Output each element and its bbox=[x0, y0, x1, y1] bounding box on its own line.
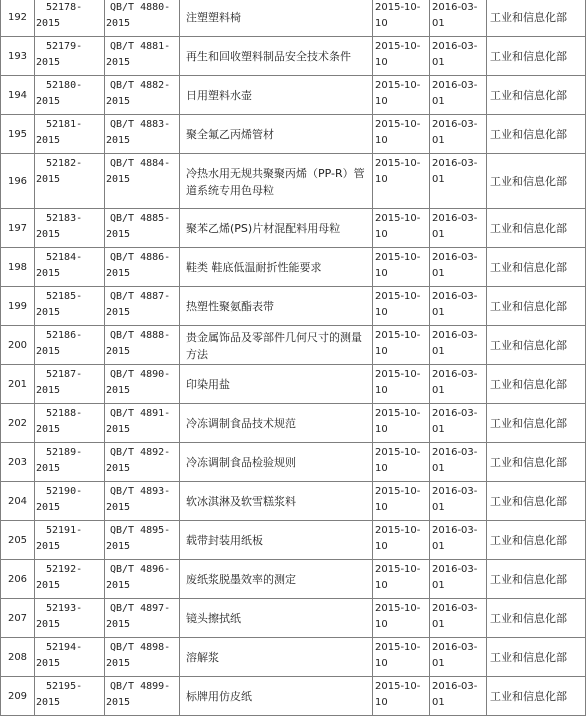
standard-name-cell: 热塑性聚氨酯表带 bbox=[180, 287, 373, 326]
issue-line-2: 10 bbox=[375, 18, 388, 29]
table-body bbox=[1, 0, 586, 716]
row-number-cell: 195 bbox=[1, 115, 35, 154]
std-line-1: QB/T 4885- bbox=[110, 213, 171, 224]
effective-date-cell bbox=[430, 0, 487, 37]
department-cell: 工业和信息化部 bbox=[487, 638, 586, 677]
code-line-2: 2015 bbox=[36, 502, 61, 513]
row-number-cell: 204 bbox=[1, 482, 35, 521]
standard-name-cell: 注塑塑料椅 bbox=[180, 0, 373, 37]
record-code-cell bbox=[35, 248, 105, 287]
effective-date-cell bbox=[430, 287, 487, 326]
standard-name-cell: 冷冻调制食品检验规则 bbox=[180, 443, 373, 482]
table-row bbox=[1, 154, 586, 209]
department-cell: 工业和信息化部 bbox=[487, 287, 586, 326]
table-row bbox=[1, 115, 586, 154]
std-line-2: 2015 bbox=[106, 174, 131, 185]
record-code-cell bbox=[35, 560, 105, 599]
code-line-2: 2015 bbox=[36, 18, 61, 29]
std-line-2: 2015 bbox=[106, 229, 131, 240]
issue-date-cell bbox=[373, 521, 430, 560]
issue-date-cell bbox=[373, 37, 430, 76]
department-cell: 工业和信息化部 bbox=[487, 37, 586, 76]
department-cell: 工业和信息化部 bbox=[487, 154, 586, 209]
std-line-2: 2015 bbox=[106, 96, 131, 107]
effect-line-1: 2016-03- bbox=[432, 2, 478, 13]
standard-name-cell: 聚全氟乙丙烯管材 bbox=[180, 115, 373, 154]
issue-line-2: 10 bbox=[375, 346, 388, 357]
issue-date-cell bbox=[373, 209, 430, 248]
record-code-cell bbox=[35, 287, 105, 326]
record-code-cell bbox=[35, 76, 105, 115]
table-row bbox=[1, 482, 586, 521]
code-line-2: 2015 bbox=[36, 658, 61, 669]
row-number-cell: 196 bbox=[1, 154, 35, 209]
effect-line-2: 01 bbox=[432, 96, 445, 107]
standard-number-cell bbox=[105, 76, 180, 115]
row-number-cell: 202 bbox=[1, 404, 35, 443]
issue-date-cell bbox=[373, 115, 430, 154]
issue-line-2: 10 bbox=[375, 580, 388, 591]
issue-line-2: 10 bbox=[375, 135, 388, 146]
code-line-2: 2015 bbox=[36, 385, 61, 396]
std-line-1: QB/T 4897- bbox=[110, 603, 171, 614]
table-row bbox=[1, 521, 586, 560]
standard-number-cell bbox=[105, 37, 180, 76]
record-code-cell bbox=[35, 599, 105, 638]
issue-line-2: 10 bbox=[375, 463, 388, 474]
issue-date-cell bbox=[373, 677, 430, 716]
issue-line-1: 2015-10- bbox=[375, 330, 421, 341]
effective-date-cell bbox=[430, 677, 487, 716]
issue-line-1: 2015-10- bbox=[375, 369, 421, 380]
table-row bbox=[1, 248, 586, 287]
std-line-2: 2015 bbox=[106, 658, 131, 669]
department-cell: 工业和信息化部 bbox=[487, 209, 586, 248]
code-line-2: 2015 bbox=[36, 424, 61, 435]
department-cell: 工业和信息化部 bbox=[487, 248, 586, 287]
std-line-1: QB/T 4891- bbox=[110, 408, 171, 419]
row-number-cell: 201 bbox=[1, 365, 35, 404]
effect-line-2: 01 bbox=[432, 57, 445, 68]
department-cell: 工业和信息化部 bbox=[487, 560, 586, 599]
effective-date-cell bbox=[430, 443, 487, 482]
standard-number-cell bbox=[105, 0, 180, 37]
standard-number-cell bbox=[105, 287, 180, 326]
row-number-cell: 200 bbox=[1, 326, 35, 365]
effect-line-2: 01 bbox=[432, 658, 445, 669]
standard-name-cell: 鞋类 鞋底低温耐折性能要求 bbox=[180, 248, 373, 287]
issue-line-1: 2015-10- bbox=[375, 291, 421, 302]
department-cell: 工业和信息化部 bbox=[487, 443, 586, 482]
code-line-1: 52186- bbox=[46, 330, 83, 341]
table-row bbox=[1, 638, 586, 677]
issue-line-2: 10 bbox=[375, 96, 388, 107]
std-line-1: QB/T 4884- bbox=[110, 158, 171, 169]
table-row bbox=[1, 326, 586, 365]
department-cell: 工业和信息化部 bbox=[487, 404, 586, 443]
std-line-1: QB/T 4899- bbox=[110, 681, 171, 692]
standard-name-cell: 聚苯乙烯(PS)片材混配料用母粒 bbox=[180, 209, 373, 248]
code-line-1: 52190- bbox=[46, 486, 83, 497]
issue-date-cell bbox=[373, 0, 430, 37]
table-row bbox=[1, 209, 586, 248]
issue-date-cell bbox=[373, 560, 430, 599]
record-code-cell bbox=[35, 209, 105, 248]
row-number-cell: 199 bbox=[1, 287, 35, 326]
code-line-1: 52193- bbox=[46, 603, 83, 614]
effect-line-2: 01 bbox=[432, 18, 445, 29]
row-number-cell: 197 bbox=[1, 209, 35, 248]
code-line-2: 2015 bbox=[36, 307, 61, 318]
issue-line-2: 10 bbox=[375, 619, 388, 630]
table-row bbox=[1, 365, 586, 404]
issue-line-1: 2015-10- bbox=[375, 80, 421, 91]
effect-line-1: 2016-03- bbox=[432, 564, 478, 575]
standard-number-cell bbox=[105, 443, 180, 482]
standard-name-cell: 贵金属饰品及零部件几何尺寸的测量方法 bbox=[180, 326, 373, 365]
issue-line-2: 10 bbox=[375, 424, 388, 435]
issue-date-cell bbox=[373, 638, 430, 677]
department-cell: 工业和信息化部 bbox=[487, 482, 586, 521]
standard-name-cell: 镜头擦拭纸 bbox=[180, 599, 373, 638]
standard-name-cell: 溶解浆 bbox=[180, 638, 373, 677]
effect-line-1: 2016-03- bbox=[432, 486, 478, 497]
std-line-1: QB/T 4888- bbox=[110, 330, 171, 341]
record-code-cell bbox=[35, 482, 105, 521]
issue-line-1: 2015-10- bbox=[375, 525, 421, 536]
code-line-1: 52183- bbox=[46, 213, 83, 224]
issue-line-1: 2015-10- bbox=[375, 41, 421, 52]
code-line-2: 2015 bbox=[36, 619, 61, 630]
effect-line-2: 01 bbox=[432, 346, 445, 357]
effect-line-1: 2016-03- bbox=[432, 642, 478, 653]
effect-line-2: 01 bbox=[432, 697, 445, 708]
row-number-cell: 194 bbox=[1, 76, 35, 115]
effect-line-1: 2016-03- bbox=[432, 603, 478, 614]
issue-date-cell bbox=[373, 326, 430, 365]
effect-line-2: 01 bbox=[432, 580, 445, 591]
issue-line-1: 2015-10- bbox=[375, 158, 421, 169]
department-cell: 工业和信息化部 bbox=[487, 76, 586, 115]
record-code-cell bbox=[35, 677, 105, 716]
table-row bbox=[1, 404, 586, 443]
issue-line-2: 10 bbox=[375, 541, 388, 552]
code-line-1: 52181- bbox=[46, 119, 83, 130]
code-line-2: 2015 bbox=[36, 463, 61, 474]
effect-line-1: 2016-03- bbox=[432, 252, 478, 263]
issue-line-1: 2015-10- bbox=[375, 564, 421, 575]
issue-line-2: 10 bbox=[375, 57, 388, 68]
effect-line-1: 2016-03- bbox=[432, 213, 478, 224]
code-line-2: 2015 bbox=[36, 229, 61, 240]
std-line-2: 2015 bbox=[106, 268, 131, 279]
record-code-cell bbox=[35, 37, 105, 76]
issue-date-cell bbox=[373, 287, 430, 326]
standard-number-cell bbox=[105, 365, 180, 404]
standard-name-cell: 日用塑料水壶 bbox=[180, 76, 373, 115]
standard-name-cell: 冷热水用无规共聚聚丙烯（PP-R）管道系统专用色母粒 bbox=[180, 154, 373, 209]
std-line-1: QB/T 4880- bbox=[110, 2, 171, 13]
department-cell: 工业和信息化部 bbox=[487, 0, 586, 37]
issue-line-1: 2015-10- bbox=[375, 119, 421, 130]
effect-line-2: 01 bbox=[432, 463, 445, 474]
code-line-2: 2015 bbox=[36, 135, 61, 146]
effect-line-2: 01 bbox=[432, 135, 445, 146]
record-code-cell bbox=[35, 115, 105, 154]
standard-name-cell: 冷冻调制食品技术规范 bbox=[180, 404, 373, 443]
record-code-cell bbox=[35, 443, 105, 482]
code-line-1: 52188- bbox=[46, 408, 83, 419]
std-line-1: QB/T 4882- bbox=[110, 80, 171, 91]
code-line-1: 52185- bbox=[46, 291, 83, 302]
standard-number-cell bbox=[105, 599, 180, 638]
department-cell: 工业和信息化部 bbox=[487, 326, 586, 365]
table-row bbox=[1, 599, 586, 638]
row-number-cell: 198 bbox=[1, 248, 35, 287]
table-row bbox=[1, 287, 586, 326]
issue-line-2: 10 bbox=[375, 174, 388, 185]
standard-number-cell bbox=[105, 248, 180, 287]
effect-line-1: 2016-03- bbox=[432, 80, 478, 91]
effective-date-cell bbox=[430, 115, 487, 154]
std-line-1: QB/T 4898- bbox=[110, 642, 171, 653]
table-row bbox=[1, 677, 586, 716]
issue-line-1: 2015-10- bbox=[375, 213, 421, 224]
table-row bbox=[1, 560, 586, 599]
effective-date-cell bbox=[430, 404, 487, 443]
issue-line-2: 10 bbox=[375, 658, 388, 669]
code-line-1: 52189- bbox=[46, 447, 83, 458]
table-row bbox=[1, 37, 586, 76]
effective-date-cell bbox=[430, 482, 487, 521]
std-line-2: 2015 bbox=[106, 580, 131, 591]
issue-date-cell bbox=[373, 76, 430, 115]
effect-line-1: 2016-03- bbox=[432, 41, 478, 52]
effective-date-cell bbox=[430, 599, 487, 638]
effective-date-cell bbox=[430, 521, 487, 560]
code-line-1: 52180- bbox=[46, 80, 83, 91]
effect-line-1: 2016-03- bbox=[432, 525, 478, 536]
row-number-cell: 192 bbox=[1, 0, 35, 37]
issue-line-2: 10 bbox=[375, 307, 388, 318]
code-line-1: 52182- bbox=[46, 158, 83, 169]
row-number-cell: 193 bbox=[1, 37, 35, 76]
issue-line-1: 2015-10- bbox=[375, 408, 421, 419]
effective-date-cell bbox=[430, 248, 487, 287]
effect-line-1: 2016-03- bbox=[432, 408, 478, 419]
issue-line-2: 10 bbox=[375, 502, 388, 513]
standard-number-cell bbox=[105, 482, 180, 521]
standard-number-cell bbox=[105, 209, 180, 248]
std-line-2: 2015 bbox=[106, 697, 131, 708]
standard-number-cell bbox=[105, 115, 180, 154]
department-cell: 工业和信息化部 bbox=[487, 677, 586, 716]
code-line-1: 52191- bbox=[46, 525, 83, 536]
effect-line-1: 2016-03- bbox=[432, 158, 478, 169]
standard-number-cell bbox=[105, 404, 180, 443]
std-line-1: QB/T 4881- bbox=[110, 41, 171, 52]
effect-line-2: 01 bbox=[432, 502, 445, 513]
standard-name-cell: 再生和回收塑料制品安全技术条件 bbox=[180, 37, 373, 76]
record-code-cell bbox=[35, 154, 105, 209]
code-line-2: 2015 bbox=[36, 541, 61, 552]
row-number-cell: 206 bbox=[1, 560, 35, 599]
department-cell: 工业和信息化部 bbox=[487, 521, 586, 560]
standard-name-cell: 废纸浆脱墨效率的测定 bbox=[180, 560, 373, 599]
effect-line-2: 01 bbox=[432, 541, 445, 552]
std-line-2: 2015 bbox=[106, 502, 131, 513]
standard-name-cell: 印染用盐 bbox=[180, 365, 373, 404]
std-line-1: QB/T 4893- bbox=[110, 486, 171, 497]
effect-line-1: 2016-03- bbox=[432, 681, 478, 692]
issue-line-2: 10 bbox=[375, 385, 388, 396]
record-code-cell bbox=[35, 365, 105, 404]
issue-line-1: 2015-10- bbox=[375, 2, 421, 13]
issue-date-cell bbox=[373, 404, 430, 443]
issue-date-cell bbox=[373, 599, 430, 638]
std-line-2: 2015 bbox=[106, 541, 131, 552]
issue-line-1: 2015-10- bbox=[375, 681, 421, 692]
code-line-1: 52179- bbox=[46, 41, 83, 52]
effect-line-2: 01 bbox=[432, 307, 445, 318]
record-code-cell bbox=[35, 0, 105, 37]
code-line-2: 2015 bbox=[36, 57, 61, 68]
issue-line-2: 10 bbox=[375, 697, 388, 708]
effect-line-1: 2016-03- bbox=[432, 369, 478, 380]
record-code-cell bbox=[35, 521, 105, 560]
code-line-2: 2015 bbox=[36, 580, 61, 591]
record-code-cell bbox=[35, 326, 105, 365]
row-number-cell: 203 bbox=[1, 443, 35, 482]
department-cell: 工业和信息化部 bbox=[487, 599, 586, 638]
effective-date-cell bbox=[430, 638, 487, 677]
std-line-2: 2015 bbox=[106, 135, 131, 146]
std-line-1: QB/T 4883- bbox=[110, 119, 171, 130]
row-number-cell: 208 bbox=[1, 638, 35, 677]
issue-line-2: 10 bbox=[375, 229, 388, 240]
code-line-2: 2015 bbox=[36, 96, 61, 107]
std-line-2: 2015 bbox=[106, 346, 131, 357]
effective-date-cell bbox=[430, 37, 487, 76]
issue-line-2: 10 bbox=[375, 268, 388, 279]
code-line-1: 52184- bbox=[46, 252, 83, 263]
std-line-1: QB/T 4890- bbox=[110, 369, 171, 380]
issue-date-cell bbox=[373, 482, 430, 521]
effect-line-2: 01 bbox=[432, 385, 445, 396]
std-line-1: QB/T 4887- bbox=[110, 291, 171, 302]
department-cell: 工业和信息化部 bbox=[487, 365, 586, 404]
effective-date-cell bbox=[430, 365, 487, 404]
std-line-1: QB/T 4895- bbox=[110, 525, 171, 536]
row-number-cell: 205 bbox=[1, 521, 35, 560]
code-line-1: 52178- bbox=[46, 2, 83, 13]
effective-date-cell bbox=[430, 76, 487, 115]
issue-date-cell bbox=[373, 154, 430, 209]
code-line-2: 2015 bbox=[36, 697, 61, 708]
issue-line-1: 2015-10- bbox=[375, 447, 421, 458]
issue-date-cell bbox=[373, 365, 430, 404]
standard-number-cell bbox=[105, 638, 180, 677]
table-row bbox=[1, 443, 586, 482]
code-line-1: 52192- bbox=[46, 564, 83, 575]
effect-line-2: 01 bbox=[432, 424, 445, 435]
std-line-2: 2015 bbox=[106, 307, 131, 318]
standard-number-cell bbox=[105, 326, 180, 365]
code-line-2: 2015 bbox=[36, 268, 61, 279]
issue-line-1: 2015-10- bbox=[375, 252, 421, 263]
code-line-1: 52194- bbox=[46, 642, 83, 653]
std-line-2: 2015 bbox=[106, 424, 131, 435]
std-line-2: 2015 bbox=[106, 57, 131, 68]
effect-line-1: 2016-03- bbox=[432, 291, 478, 302]
row-number-cell: 209 bbox=[1, 677, 35, 716]
effect-line-2: 01 bbox=[432, 229, 445, 240]
department-cell: 工业和信息化部 bbox=[487, 115, 586, 154]
std-line-1: QB/T 4892- bbox=[110, 447, 171, 458]
std-line-2: 2015 bbox=[106, 619, 131, 630]
std-line-1: QB/T 4896- bbox=[110, 564, 171, 575]
table-row bbox=[1, 0, 586, 37]
issue-date-cell bbox=[373, 443, 430, 482]
issue-date-cell bbox=[373, 248, 430, 287]
standard-number-cell bbox=[105, 154, 180, 209]
record-code-cell bbox=[35, 404, 105, 443]
row-number-cell: 207 bbox=[1, 599, 35, 638]
issue-line-1: 2015-10- bbox=[375, 486, 421, 497]
table-row bbox=[1, 76, 586, 115]
record-code-cell bbox=[35, 638, 105, 677]
std-line-2: 2015 bbox=[106, 18, 131, 29]
effective-date-cell bbox=[430, 326, 487, 365]
standard-name-cell: 软冰淇淋及软雪糕浆料 bbox=[180, 482, 373, 521]
effect-line-1: 2016-03- bbox=[432, 330, 478, 341]
std-line-2: 2015 bbox=[106, 385, 131, 396]
effect-line-1: 2016-03- bbox=[432, 119, 478, 130]
standard-number-cell bbox=[105, 560, 180, 599]
std-line-1: QB/T 4886- bbox=[110, 252, 171, 263]
code-line-1: 52195- bbox=[46, 681, 83, 692]
effect-line-1: 2016-03- bbox=[432, 447, 478, 458]
code-line-1: 52187- bbox=[46, 369, 83, 380]
standard-name-cell: 载带封装用纸板 bbox=[180, 521, 373, 560]
standard-name-cell: 标牌用仿皮纸 bbox=[180, 677, 373, 716]
std-line-2: 2015 bbox=[106, 463, 131, 474]
effective-date-cell bbox=[430, 560, 487, 599]
code-line-2: 2015 bbox=[36, 174, 61, 185]
code-line-2: 2015 bbox=[36, 346, 61, 357]
effect-line-2: 01 bbox=[432, 174, 445, 185]
effective-date-cell bbox=[430, 209, 487, 248]
effect-line-2: 01 bbox=[432, 268, 445, 279]
effect-line-2: 01 bbox=[432, 619, 445, 630]
issue-line-1: 2015-10- bbox=[375, 642, 421, 653]
standard-number-cell bbox=[105, 677, 180, 716]
standard-number-cell bbox=[105, 521, 180, 560]
effective-date-cell bbox=[430, 154, 487, 209]
issue-line-1: 2015-10- bbox=[375, 603, 421, 614]
